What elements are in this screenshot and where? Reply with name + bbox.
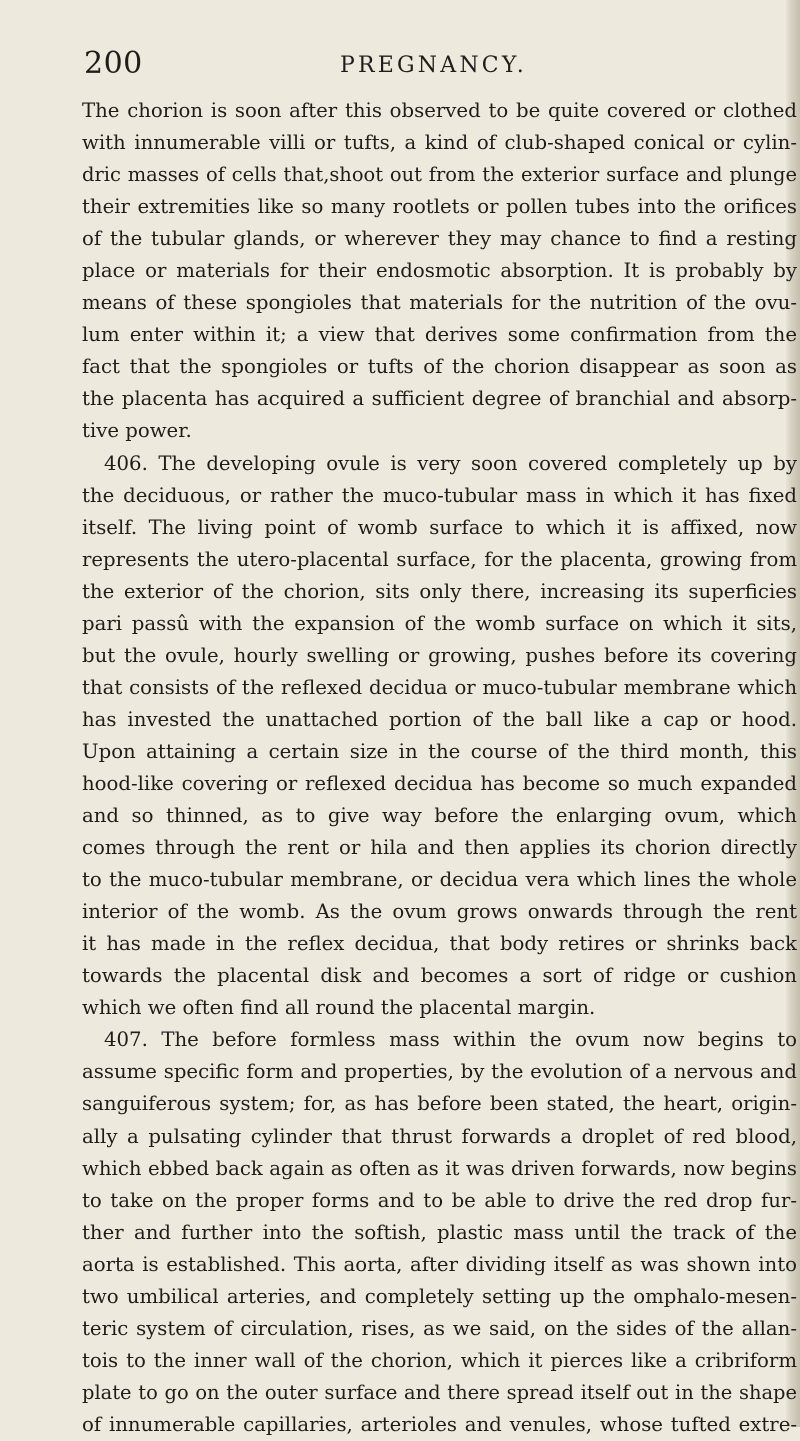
text-line: comes through the rent or hila and then applies its chorion directly: [82, 836, 797, 860]
text-line: dric masses of cells that‚shoot out from the exterior surface and plunge: [82, 163, 797, 187]
text-line: the exterior of the chorion, sits only there, increasing its superficies: [82, 579, 797, 603]
text-line: to the muco-tubular membrane, or decidua vera which lines the whole: [82, 868, 797, 892]
text-line: teric system of circulation, rises, as we said, on the sides of the allan-: [82, 1316, 797, 1340]
text-line: 407. The before formless mass within the ovum now begins to: [104, 1028, 797, 1052]
page-header: [84, 44, 784, 84]
text-line: which we often find all round the placental margin.: [82, 996, 596, 1020]
text-line: assume specific form and properties, by the evolution of a nervous and: [82, 1060, 797, 1084]
text-line: 406. The developing ovule is very soon covered completely up by: [104, 451, 797, 475]
text-line: sanguiferous system; for, as has before been stated, the heart, origin-: [82, 1092, 797, 1116]
text-line: two umbilical arteries, and completely setting up the omphalo-mesen-: [82, 1284, 797, 1308]
text-line: which ebbed back again as often as it was driven forwards, now begins: [82, 1156, 797, 1180]
text-line: tois to the inner wall of the chorion, which it pierces like a cribriform: [82, 1348, 797, 1372]
text-line: and so thinned, as to give way before the enlarging ovum, which: [82, 804, 797, 828]
text-line: fact that the spongioles or tufts of the chorion disappear as soon as: [82, 355, 797, 379]
text-line: towards the placental disk and becomes a sort of ridge or cushion: [82, 964, 797, 988]
text-line: has invested the unattached portion of the ball like a cap or hood.: [82, 707, 797, 731]
text-line: of the tubular glands, or wherever they may chance to find a resting: [82, 227, 797, 251]
text-line: hood-like covering or reflexed decidua has become so much expanded: [82, 771, 797, 795]
text-line: ther and further into the softish, plastic mass until the track of the: [82, 1220, 797, 1244]
text-line: with innumerable villi or tufts, a kind of club-shaped conical or cylin-: [82, 131, 797, 155]
text-line: The chorion is soon after this observed to be quite covered or clothed: [82, 99, 797, 122]
text-line: plate to go on the outer surface and there spread itself out in the shape: [82, 1380, 797, 1404]
text-line: lum enter within it; a view that derives some confirmation from the: [82, 323, 797, 347]
text-line: the deciduous, or rather the muco-tubular mass in which it has fixed: [82, 483, 797, 507]
text-line: that consists of the reflexed decidua or muco-tubular membrane which: [82, 675, 797, 699]
text-line: the placenta has acquired a sufficient degree of branchial and absorp-: [82, 387, 797, 411]
text-line: place or materials for their endosmotic absorption. It is probably by: [82, 259, 797, 283]
text-line: ally a pulsating cylinder that thrust forwards a droplet of red blood,: [82, 1124, 797, 1148]
text-line: interior of the womb. As the ovum grows onwards through the rent: [82, 900, 797, 924]
text-line: Upon attaining a certain size in the course of the third month, this: [82, 739, 797, 763]
running-head: PREGNANCY.: [340, 53, 527, 78]
page-number: 200: [84, 46, 143, 81]
text-line: of innumerable capillaries, arterioles and venules, whose tufted extre-: [82, 1412, 797, 1436]
text-line: it has made in the reflex decidua, that body retires or shrinks back: [82, 932, 797, 956]
text-line: represents the utero-placental surface, for the placenta, growing from: [82, 547, 797, 571]
text-line: means of these spongioles that materials for the nutrition of the ovu-: [82, 291, 797, 315]
text-line: tive power.: [82, 419, 192, 443]
text-line: pari passû with the expansion of the womb surface on which it sits,: [82, 611, 797, 635]
text-line: itself. The living point of womb surface to which it is affixed, now: [82, 515, 797, 539]
text-line: to take on the proper forms and to be able to drive the red drop fur-: [82, 1188, 797, 1212]
body-text: [82, 95, 797, 1441]
text-line: aorta is established. This aorta, after dividing itself as was shown into: [82, 1252, 797, 1276]
text-line: their extremities like so many rootlets or pollen tubes into the orifices: [82, 195, 797, 219]
text-line: but the ovule, hourly swelling or growing, pushes before its covering: [82, 643, 797, 667]
